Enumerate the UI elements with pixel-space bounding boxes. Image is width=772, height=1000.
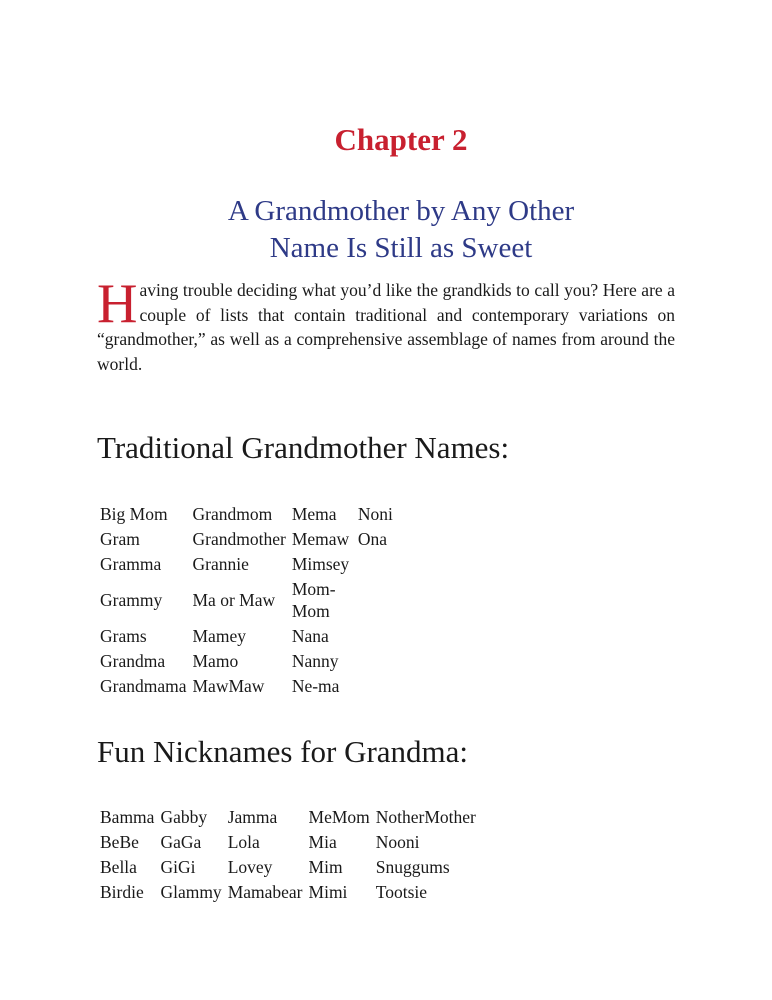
- name-cell: Mimsey: [291, 553, 350, 574]
- fun-nicknames-heading: Fun Nicknames for Grandma:: [97, 734, 469, 769]
- chapter-title-line-1: A Grandmother by Any Other: [227, 195, 575, 227]
- name-cell: Grammy: [100, 589, 163, 610]
- name-cell: Snuggums: [375, 856, 450, 877]
- name-cell: Mimi: [308, 881, 348, 902]
- name-cell: Mim: [308, 856, 343, 877]
- name-cell: Gabby: [160, 806, 208, 827]
- name-cell: Nanny: [291, 650, 339, 671]
- name-cell: Mom-Mom: [291, 578, 336, 621]
- name-cell: Grams: [100, 625, 147, 646]
- name-cell: Grandmama: [100, 675, 187, 696]
- name-cell: GiGi: [160, 856, 196, 877]
- name-cell: Jamma: [227, 806, 278, 827]
- name-cell: Glammy: [160, 881, 222, 902]
- name-cell: Grandma: [100, 650, 166, 671]
- name-cell: Big Mom: [100, 503, 168, 524]
- table-row: [97, 673, 396, 698]
- name-cell: MawMaw: [192, 675, 265, 696]
- name-cell: [355, 673, 396, 698]
- fun-nicknames-table: [97, 804, 479, 904]
- drop-cap: H: [97, 273, 138, 335]
- name-cell: Noni: [357, 503, 393, 524]
- traditional-names-table: [97, 501, 396, 698]
- chapter-title-line-2: Name Is Still as Sweet: [269, 232, 533, 264]
- name-cell: Birdie: [100, 881, 144, 902]
- name-cell: Tootsie: [375, 881, 428, 902]
- name-cell: Mamo: [192, 650, 239, 671]
- chapter-label: Chapter 2: [334, 122, 468, 157]
- name-cell: Mema: [291, 503, 337, 524]
- table-row: [97, 804, 479, 829]
- name-cell: Ne-ma: [291, 675, 340, 696]
- name-cell: [355, 623, 396, 648]
- table-row: [97, 879, 479, 904]
- name-cell: Grandmother: [192, 528, 286, 549]
- name-cell: MeMom: [308, 806, 370, 827]
- traditional-names-heading: Traditional Grandmother Names:: [97, 430, 510, 465]
- table-row: [97, 576, 396, 623]
- name-cell: Grandmom: [192, 503, 273, 524]
- name-cell: Bella: [100, 856, 137, 877]
- table-row: [97, 526, 396, 551]
- chapter-title: [0, 193, 772, 267]
- name-cell: Nana: [291, 625, 329, 646]
- table-row: [97, 551, 396, 576]
- name-cell: Mia: [308, 831, 337, 852]
- name-cell: [355, 648, 396, 673]
- name-cell: Gram: [100, 528, 140, 549]
- table-row: [97, 854, 479, 879]
- name-cell: Ona: [357, 528, 387, 549]
- name-cell: [355, 551, 396, 576]
- name-cell: Nooni: [375, 831, 420, 852]
- name-cell: GaGa: [160, 831, 202, 852]
- name-cell: Ma or Maw: [192, 589, 276, 610]
- name-cell: Memaw: [291, 528, 350, 549]
- name-cell: Grannie: [192, 553, 249, 574]
- name-cell: Gramma: [100, 553, 162, 574]
- table-row: [97, 623, 396, 648]
- name-cell: Mamey: [192, 625, 246, 646]
- intro-text: aving trouble deciding what you’d like the grandkids to call you? Here are a couple of lists that contain traditional and contemporary variations on “grandmother,” as well as a comprehensive assemblage of names from around the world.: [97, 280, 675, 374]
- name-cell: Bamma: [100, 806, 155, 827]
- table-row: [97, 648, 396, 673]
- name-cell: Lola: [227, 831, 260, 852]
- intro-paragraph: [97, 273, 675, 376]
- name-cell: Mamabear: [227, 881, 303, 902]
- name-cell: [355, 576, 396, 623]
- name-cell: Lovey: [227, 856, 273, 877]
- name-cell: NotherMother: [375, 806, 476, 827]
- table-row: [97, 501, 396, 526]
- name-cell: BeBe: [100, 831, 139, 852]
- table-row: [97, 829, 479, 854]
